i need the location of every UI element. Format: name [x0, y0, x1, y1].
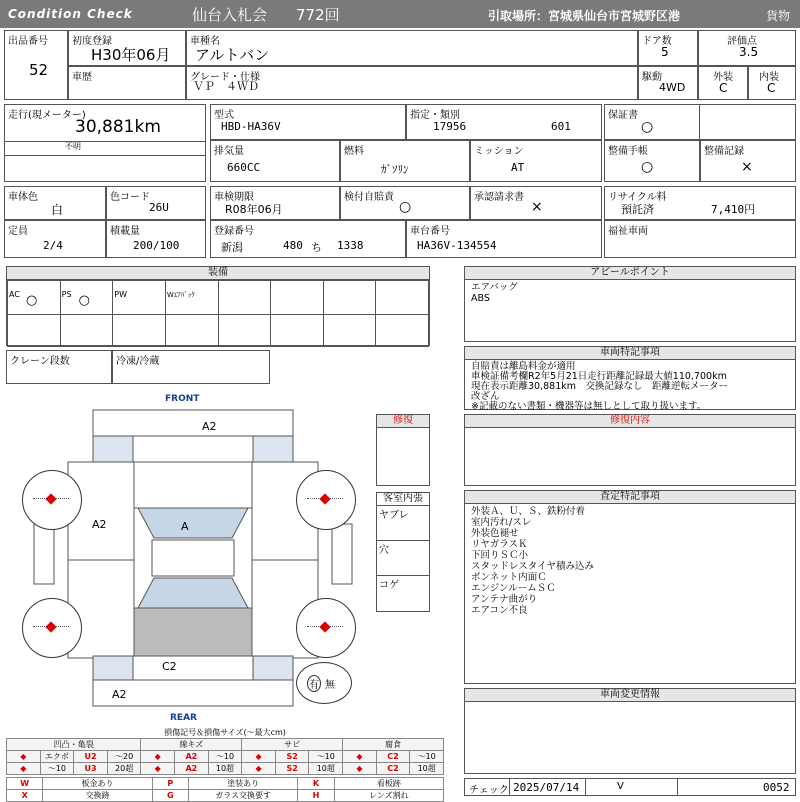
appeal-line: エアバッグ — [471, 282, 518, 293]
inspection-note-line: アンテナ曲がり — [471, 594, 538, 605]
legend-h-text: レンズ割れ — [334, 790, 443, 802]
designation-label: 指定・類別 — [410, 110, 460, 121]
body-color: 白 — [51, 203, 64, 217]
mileage-note: 不明 — [65, 142, 81, 151]
legend-k-text: 看板跡 — [334, 778, 443, 790]
appeal-title: アピールポイント — [465, 267, 795, 280]
score-cell — [698, 30, 796, 66]
inspection-notes-section — [464, 490, 796, 684]
legend-r2-1: U3 — [74, 763, 108, 775]
legend-cat-scratch: 線キズ — [141, 739, 242, 751]
car-name-cell — [186, 30, 638, 66]
inspection-note-line: 外装Ａ、Ｕ、Ｓ、鉄粉付着 — [471, 506, 586, 517]
drive-label: 駆動 — [642, 72, 662, 83]
lot-label: 出品番号 — [8, 36, 48, 47]
repair-history-box — [376, 414, 430, 486]
plate-class: 480 — [283, 239, 303, 252]
service-book: ○ — [641, 159, 654, 175]
legend-p: P — [152, 778, 188, 790]
interior-cell — [748, 66, 796, 100]
model-label: 型式 — [214, 110, 234, 121]
plate-kana: ち — [311, 241, 322, 254]
repair-section — [464, 414, 796, 486]
header-title: Condition Check — [8, 7, 133, 21]
equip-airbag: Wｴｱﾊﾞｯｸ — [166, 291, 195, 299]
equipment-table — [6, 266, 430, 346]
chassis-label: 車台番号 — [410, 226, 450, 237]
special-note-line: 車検証備考欄R2年5月21日走行距離記録最大値110,700km — [471, 371, 727, 382]
freezer-label: 冷凍/冷蔵 — [116, 356, 160, 367]
inspection-note-line: エンジンルームＳＣ — [471, 583, 556, 594]
mission-cell — [470, 140, 602, 182]
drive-cell — [638, 66, 698, 100]
inspection-expiry-label: 車検期限 — [214, 192, 254, 203]
plate-region: 新潟 — [221, 241, 243, 254]
reg-label: 初度登録 — [72, 36, 112, 47]
inspection-note-line: リヤガラスＫ — [471, 539, 528, 550]
warranty-cell — [604, 104, 796, 140]
mission: AT — [511, 161, 525, 174]
plate-cell — [210, 220, 406, 258]
fuel-label: 燃料 — [344, 146, 364, 157]
capacity-cell — [4, 220, 106, 258]
front-label: FRONT — [165, 394, 200, 404]
special-notes-title: 車両特記事項 — [465, 347, 795, 360]
session-number: 772回 — [296, 6, 340, 24]
interior-label: 内装 — [759, 72, 779, 83]
legend-r2-6: 10超 — [309, 763, 343, 775]
displacement-cell — [210, 140, 340, 182]
fuel-cell — [340, 140, 470, 182]
legend-title: 損傷記号＆損傷サイズ(〜最大cm) — [164, 728, 286, 737]
pickup-location: 引取場所：宮城県仙台市宮城野区港 — [488, 9, 681, 23]
chassis-number: HA36V-134554 — [417, 239, 497, 252]
legend-r1-8: 〜10 — [410, 751, 444, 763]
designation-cell — [406, 104, 602, 140]
legend-r2-7: C2 — [376, 763, 410, 775]
legend-r1-5: S2 — [275, 751, 309, 763]
color-code-cell — [106, 186, 206, 220]
equip-ac-value: ○ — [26, 293, 38, 308]
score: 3.5 — [739, 45, 759, 59]
legend-w: W — [7, 778, 43, 790]
lot-number: 52 — [29, 61, 49, 79]
special-note-line: 現在表示距離30,881km 交換記録なし 距離逆転メーター — [471, 381, 728, 392]
legend-r2-3: A2 — [175, 763, 209, 775]
check-label: チェック — [469, 785, 509, 796]
legend-x-text: 交換跡 — [43, 790, 152, 802]
mark-roof: A2 — [202, 420, 217, 433]
recycle-type: 預託済 — [621, 203, 654, 216]
body-color-label: 車体色 — [8, 192, 38, 203]
warranty-value: ○ — [641, 119, 654, 135]
fuel: ｶﾞｿﾘﾝ — [381, 163, 409, 176]
legend-r1-3: A2 — [175, 751, 209, 763]
capacity-label: 定員 — [8, 226, 28, 237]
capacity: 2/4 — [43, 239, 63, 252]
service-record-label: 整備記録 — [704, 146, 744, 157]
grade-label: グレード・仕様 — [190, 72, 260, 83]
cabin-box — [376, 492, 430, 612]
claim-cell — [470, 186, 602, 220]
displacement: 660CC — [227, 161, 261, 174]
name-label: 車種名 — [190, 36, 220, 47]
special-note-line: 自賠責は離島料金が適用 — [471, 361, 576, 372]
special-note-line: ※記載のない書類・機器等は無しとして取り扱います。 — [471, 401, 707, 412]
insurance-cell — [340, 186, 470, 220]
legend-x: X — [7, 790, 43, 802]
special-notes-lines — [465, 360, 795, 414]
legend-p-text: 塗装あり — [189, 778, 298, 790]
legend-w-text: 板金あり — [43, 778, 152, 790]
appeal-lines — [465, 280, 795, 306]
inspection-note-line: ボンネット内面Ｃ — [471, 572, 547, 583]
repair-title: 修復内容 — [465, 415, 795, 428]
load-capacity: 200/100 — [133, 239, 180, 252]
vehicle-category: 貨物 — [766, 9, 791, 23]
chassis-cell — [406, 220, 602, 258]
mileage-label: 走行(現メーター) — [8, 110, 86, 121]
equip-ps: PS — [61, 290, 72, 299]
inspection-expiry-cell — [210, 186, 340, 220]
score-label: 評価点 — [727, 36, 757, 47]
cabin-title: 客室内張 — [377, 493, 429, 506]
tire-front-right-icon — [296, 470, 356, 530]
legend-cat-rust: サビ — [242, 739, 343, 751]
legend-g-text: ガラス交換要す — [189, 790, 298, 802]
model-cell — [210, 104, 406, 140]
appeal-section — [464, 266, 796, 342]
mark-bottom: A2 — [112, 688, 127, 701]
recycle-fee: 7,410円 — [711, 203, 756, 216]
mark-front-left: A2 — [92, 518, 107, 531]
welfare-label: 福祉車両 — [608, 226, 648, 237]
inspection-expiry: R08年06月 — [225, 203, 283, 216]
service-book-cell — [604, 140, 700, 182]
change-info-section — [464, 688, 796, 774]
inspection-note-line: 下回りＳＣ小 — [471, 550, 529, 561]
cabin-hole: 穴 — [377, 541, 429, 576]
spare-tire-icon — [296, 662, 352, 704]
freezer-cell — [112, 350, 270, 384]
claim-label: 承認請求書 — [474, 192, 524, 203]
history-cell — [68, 66, 186, 100]
legend-r1-1: U2 — [74, 751, 108, 763]
equip-ps-value: ○ — [78, 293, 90, 308]
inspection-note-line: 室内汚れ/スレ — [471, 517, 532, 528]
exterior-label: 外装 — [713, 72, 733, 83]
crane-label: クレーン段数 — [10, 356, 70, 367]
equip-ac: AC — [9, 290, 20, 299]
inspection-notes-title: 査定特記事項 — [465, 491, 795, 504]
legend-r1-6: 〜10 — [309, 751, 343, 763]
doors: 5 — [661, 45, 669, 59]
tire-rear-left-icon — [22, 598, 82, 658]
check-date: 2025/07/14 — [513, 781, 580, 794]
legend-k: K — [298, 778, 334, 790]
mileage-cell — [4, 104, 206, 182]
category-number: 601 — [551, 120, 571, 133]
color-code: 26U — [149, 201, 169, 214]
load-label: 積載量 — [110, 226, 140, 237]
warranty-label: 保証書 — [608, 110, 638, 121]
appeal-line: ABS — [471, 293, 490, 304]
drive: 4WD — [659, 81, 686, 94]
legend-r2-8: 10超 — [410, 763, 444, 775]
rear-label: REAR — [170, 713, 197, 720]
legend-r1-0: エクボ — [40, 751, 74, 763]
tire-front-left-icon — [22, 470, 82, 530]
check-number: 0052 — [763, 781, 790, 794]
cabin-tear: ヤブレ — [377, 506, 429, 541]
body-color-cell — [4, 186, 106, 220]
legend-r2-4: 10超 — [208, 763, 242, 775]
doors-label: ドア数 — [642, 36, 672, 47]
first-registration-cell — [68, 30, 186, 66]
damage-legend: 損傷記号＆損傷サイズ(〜最大cm) 凹凸・亀裂 線キズ サビ 腐食 ◆ エクボ U2 〜20 ◆ A2 〜10 ◆ S2 〜10 ◆ C2 〜10 ◆ 〜10 U3 20超 ◆ A2 10超 ◆ S2 10超 ◆ C2 10超 W 板金あり P 塗装あり K 看板跡 X 交換跡 G ガラス交換要す H レンズ割れ — [6, 728, 444, 796]
recycle-cell — [604, 186, 796, 220]
insurance: ○ — [399, 199, 412, 215]
first-registration: H30年06月 — [91, 46, 171, 64]
grade: ＶＰ ４ＷＤ — [193, 80, 259, 93]
color-code-label: 色コード — [110, 192, 150, 203]
exterior-grade: C — [719, 81, 728, 95]
check-flag: V — [617, 781, 624, 792]
legend-r2-2: 20超 — [107, 763, 141, 775]
claim: × — [531, 199, 543, 215]
service-record-cell — [700, 140, 796, 182]
service-record: × — [741, 159, 753, 175]
mark-hood: A — [181, 520, 189, 533]
equip-pw: PW — [114, 290, 127, 299]
special-notes-section — [464, 346, 796, 410]
equipment-title: 装備 — [7, 267, 429, 280]
inspection-note-line: スタッドレスタイヤ積み込み — [471, 561, 595, 572]
header-bar — [0, 0, 800, 28]
legend-r1-7: C2 — [376, 751, 410, 763]
tire-rear-right-icon — [296, 598, 356, 658]
load-cell — [106, 220, 206, 258]
legend-g: G — [152, 790, 188, 802]
grade-cell — [186, 66, 638, 100]
check-bar — [464, 778, 796, 796]
model-code: HBD-HA36V — [221, 120, 281, 133]
plate-label: 登録番号 — [214, 226, 254, 237]
history-label: 車歴 — [72, 72, 92, 83]
car-name: アルトバン — [195, 46, 270, 64]
designation-number: 17956 — [433, 120, 467, 133]
cabin-burn: コゲ — [379, 580, 399, 591]
service-book-label: 整備手帳 — [608, 146, 648, 157]
lot-cell — [4, 30, 68, 100]
mileage: 30,881km — [75, 117, 161, 137]
auction-name: 仙台入札会 — [192, 6, 268, 24]
exterior-cell — [698, 66, 748, 100]
doors-cell — [638, 30, 698, 66]
legend-cat-corrosion: 腐食 — [343, 739, 444, 751]
interior-grade: C — [767, 81, 776, 95]
special-note-line: 改ざん — [471, 391, 500, 402]
spare-yes: 有 — [307, 675, 321, 692]
mark-trunk: C2 — [162, 660, 177, 673]
legend-r1-4: 〜10 — [208, 751, 242, 763]
inspection-notes-lines — [465, 504, 795, 618]
crane-cell — [6, 350, 112, 384]
legend-cat-dent: 凹凸・亀裂 — [7, 739, 141, 751]
repair-history-title: 修復 — [377, 415, 429, 428]
change-info-title: 車両変更情報 — [465, 689, 795, 702]
inspection-note-line: 外装色褪せ — [471, 528, 519, 539]
recycle-label: リサイクル料 — [608, 192, 667, 203]
legend-r2-0: 〜10 — [40, 763, 74, 775]
welfare-cell — [604, 220, 796, 258]
insurance-label: 検付自賠責 — [344, 192, 394, 203]
legend-r1-2: 〜20 — [107, 751, 141, 763]
spare-no: 無 — [325, 680, 335, 691]
plate-number: 1338 — [337, 239, 364, 252]
legend-r2-5: S2 — [275, 763, 309, 775]
legend-h: H — [298, 790, 334, 802]
inspection-note-line: エアコン不良 — [471, 605, 528, 616]
displacement-label: 排気量 — [214, 146, 244, 157]
mission-label: ミッション — [474, 146, 524, 157]
